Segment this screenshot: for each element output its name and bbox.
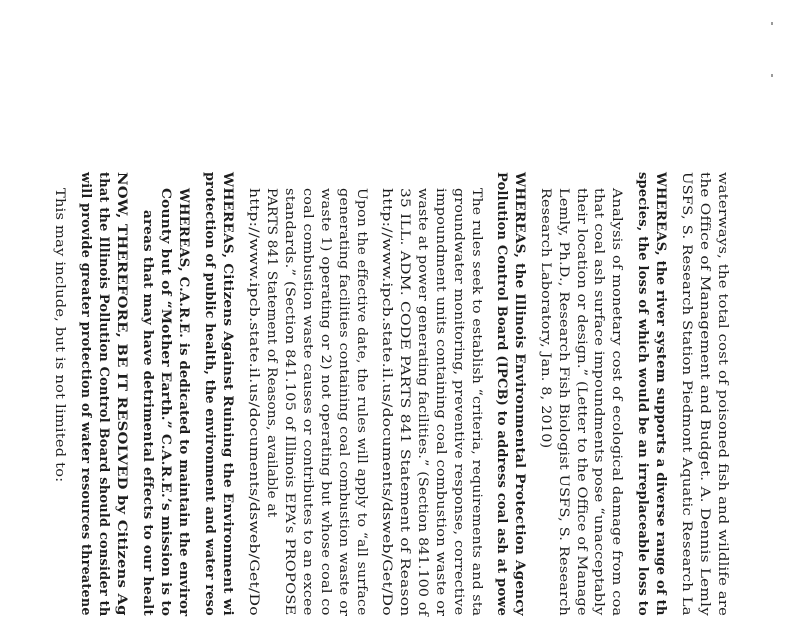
document-text-line-32: that the Illinois Pollution Control Board should consider th [96, 172, 111, 617]
document-text-line-21: waste 1) operating or 2) not operating but whose coal co [318, 188, 333, 616]
document-text-line-3: USFS, S. Research Station Piedmont Aquatic Research La [679, 172, 694, 616]
document-text-line-13: The rules seek to establish “criteria, requirements and sta [469, 188, 484, 617]
document-text-line-14: groundwater monitoring, preventive response, corrective [451, 188, 466, 616]
document-text-line-28: WHEREAS, C.A.R.E. is dedicated to maintain the enviror [176, 188, 191, 617]
document-text-line-4: WHEREAS, the river system supports a diverse range of th [653, 172, 668, 616]
document-text-line-18: http://www.ipcb.state.il.us/documents/dsweb/Get/Do [379, 188, 394, 616]
document-text-line-17: 35 ILL. ADM. CODE PARTS 841 Statement of Reason [397, 188, 412, 617]
document-text-line-26: WHEREAS, Citizens Against Ruining the Environment wi [220, 172, 235, 616]
document-text-line-34: This may include, but is not limited to: [52, 188, 67, 483]
document-text-line-11: WHEREAS, the Illinois Environmental Protection Agency [512, 172, 527, 616]
document-text-line-7: that coal ash surface impoundments pose “unacceptably [591, 188, 606, 616]
document-text-line-29: County but of “Mother Earth.” C.A.R.E.’s mission is to [158, 188, 173, 617]
document-text-line-23: standards.” (Section 841.105 of Illinois EPA’s PROPOSE [282, 188, 297, 616]
document-text-line-12: Pollution Control Board (IPCB) to address coal ash at powe [494, 172, 509, 617]
scan-speck [771, 22, 773, 25]
document-text-line-9: Lemly, Ph.D., Research Fish Biologist USFS, S. Research [556, 188, 571, 617]
document-text-line-2: the Office of Management and Budget. A. Dennis Lemly [697, 172, 712, 617]
document-text-line-5: species, the loss of which would be an irreplaceable loss to [635, 172, 650, 616]
document-text-line-16: waste at power generating facilities.” (Section 841.100 of [415, 188, 430, 617]
scan-speck [771, 74, 773, 77]
document-text-line-20: generating facilities containing coal combustion waste or [336, 188, 351, 617]
document-text-line-30: areas that may have detrimental effects to our healt [140, 210, 155, 616]
document-text-line-8: their location or design.” (Letter to the Office of Manage [574, 188, 589, 616]
document-text-line-27: protection of public health, the environment and water reso [202, 172, 217, 616]
document-text-line-15: impoundment units containing coal combustion waste or [433, 188, 448, 617]
document-text-line-33: will provide greater protection of water resources threatene [78, 172, 93, 616]
document-text-line-25: http://www.ipcb.state.il.us/documents/dsweb/Get/Do [246, 188, 261, 616]
document-text-line-24: PARTS 841 Statement of Reasons, available at [264, 188, 279, 518]
document-text-line-6: Analysis of monetary cost of ecological damage from coa [609, 188, 624, 617]
document-text-line-31: NOW, THEREFORE, BE IT RESOLVED by Citizens Ag [114, 172, 129, 616]
document-text-line-22: coal combustion waste causes or contributes to an excee [300, 188, 315, 616]
document-text-line-10: Research Laboratory, Jan. 8, 2010) [538, 188, 553, 449]
document-text-line-19: Upon the effective date, the rules will apply to “all surface [354, 188, 369, 616]
document-text-line-1: waterways, the total cost of poisoned fish and wildlife are [715, 172, 730, 617]
